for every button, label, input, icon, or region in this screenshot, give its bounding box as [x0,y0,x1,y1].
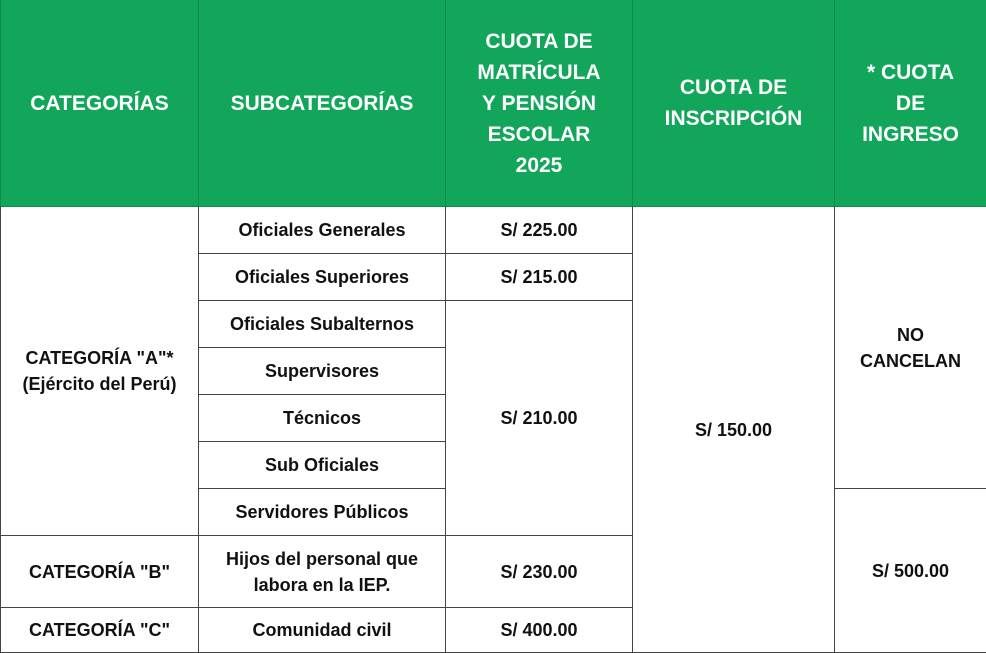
subcategoria-oficiales-superiores: Oficiales Superiores [199,254,446,301]
cuota-categoria-b: S/ 230.00 [446,536,633,608]
cuota-ingreso-bc: S/ 500.00 [835,489,986,653]
cuota-resto-categoria-a: S/ 210.00 [446,301,633,536]
header-cuota-matricula: CUOTA DE MATRÍCULA Y PENSIÓN ESCOLAR 2025 [446,0,633,207]
subcategoria-oficiales-generales: Oficiales Generales [199,207,446,254]
categoria-c-label: CATEGORÍA "C" [1,608,199,653]
header-cuota-ingreso: * CUOTA DE INGRESO [835,0,986,207]
header-subcategorias: SUBCATEGORÍAS [199,0,446,207]
subcategoria-comunidad-civil: Comunidad civil [199,608,446,653]
categoria-a-label: CATEGORÍA "A"* (Ejército del Perú) [1,207,199,536]
cuota-oficiales-superiores: S/ 215.00 [446,254,633,301]
subcategoria-servidores-publicos: Servidores Públicos [199,489,446,536]
subcategoria-oficiales-subalternos: Oficiales Subalternos [199,301,446,348]
cuota-categoria-c: S/ 400.00 [446,608,633,653]
cuota-inscripcion-comun: S/ 150.00 [633,207,835,653]
header-categorias: CATEGORÍAS [1,0,199,207]
subcategoria-sub-oficiales: Sub Oficiales [199,442,446,489]
header-row [1,0,986,207]
table-row [1,207,986,254]
cuota-oficiales-generales: S/ 225.00 [446,207,633,254]
categoria-b-label: CATEGORÍA "B" [1,536,199,608]
subcategoria-hijos-personal: Hijos del personal que labora en la IEP. [199,536,446,608]
subcategoria-tecnicos: Técnicos [199,395,446,442]
header-cuota-inscripcion: CUOTA DE INSCRIPCIÓN [633,0,835,207]
subcategoria-supervisores: Supervisores [199,348,446,395]
cuota-ingreso-categoria-a: NO CANCELAN [835,207,986,489]
